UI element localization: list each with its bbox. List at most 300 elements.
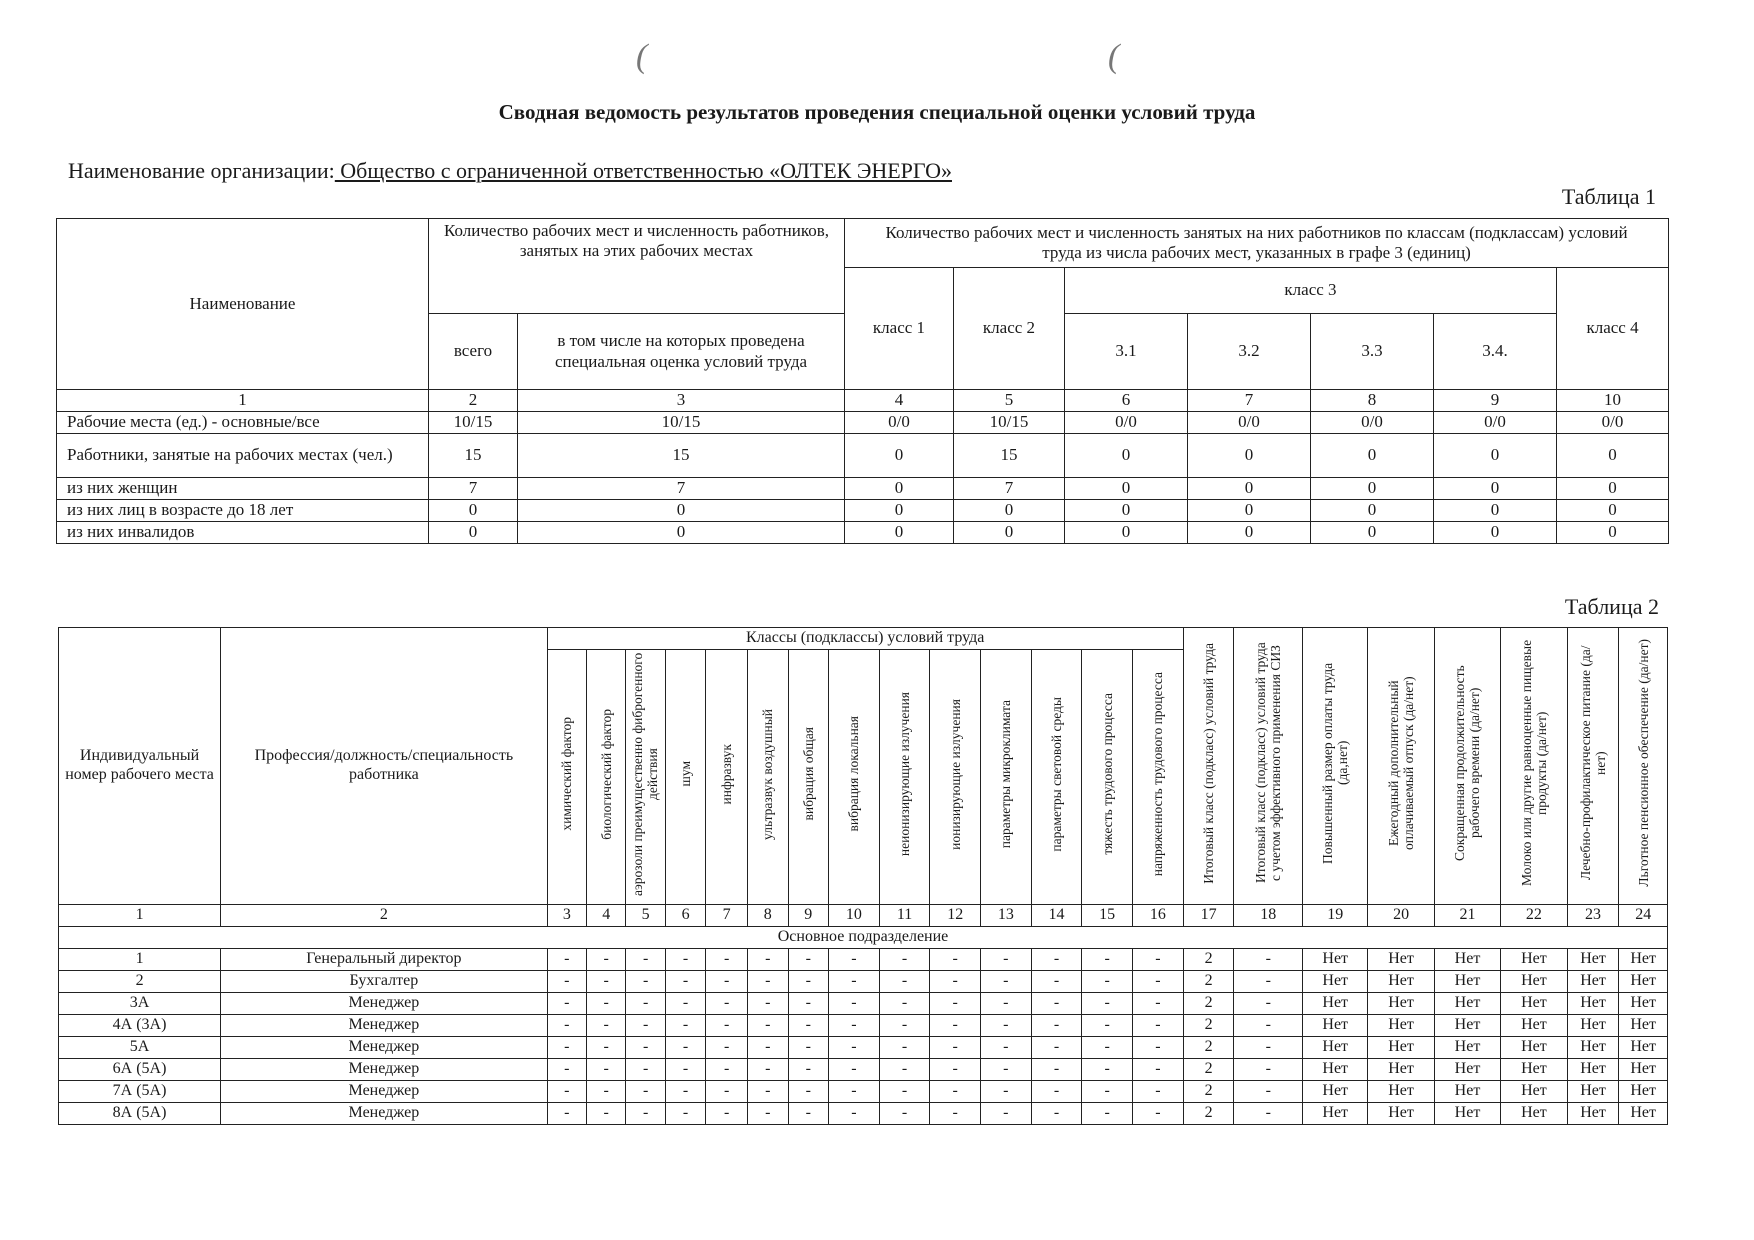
table2-caption: Таблица 2 <box>1564 594 1659 619</box>
t2-cell: 2 <box>1183 948 1234 970</box>
t2-cell: Нет <box>1567 1080 1619 1102</box>
t2-header-factor <box>587 650 626 905</box>
t2-cell: - <box>626 1058 665 1080</box>
t2-column-number: 14 <box>1031 904 1082 926</box>
t2-cell: - <box>1234 970 1303 992</box>
table-row <box>57 412 1669 434</box>
t1-cell: 0 <box>1557 478 1669 500</box>
t2-cell: - <box>1234 992 1303 1014</box>
t2-cell: - <box>747 1102 788 1124</box>
table-row <box>59 948 1668 970</box>
t2-column-number: 23 <box>1567 904 1619 926</box>
t2-cell: - <box>788 970 829 992</box>
t2-header-classes: Классы (подклассы) условий труда <box>547 628 1183 650</box>
t2-header-extra-label: Итоговый класс (подкласс) условий труда с учетом эффективного применения СИЗ <box>1253 642 1284 884</box>
table-row <box>57 434 1669 478</box>
t2-cell: - <box>626 1080 665 1102</box>
t2-cell: - <box>547 1036 586 1058</box>
t2-cell: - <box>981 1014 1032 1036</box>
t2-cell: Нет <box>1619 1036 1668 1058</box>
t2-workplace-id: 3А <box>59 992 221 1014</box>
t1-header-classes: Количество рабочих мест и численность занятых на них работников по классам (подклассам) условий труда из числа рабочих мест, указанных в графе 3 (единиц) <box>845 219 1669 268</box>
t2-header-factor <box>879 650 930 905</box>
t1-cell: 0 <box>845 478 954 500</box>
t2-cell: - <box>788 1080 829 1102</box>
t2-cell: - <box>1132 1080 1183 1102</box>
t1-cell: 0 <box>1557 434 1669 478</box>
t1-cell: 0 <box>1434 478 1557 500</box>
t2-cell: - <box>788 1058 829 1080</box>
t1-column-number: 9 <box>1434 390 1557 412</box>
t2-header-factor-label: инфразвук <box>719 743 735 805</box>
t2-cell: Нет <box>1501 948 1567 970</box>
t2-header-extra <box>1303 628 1368 905</box>
table-row <box>59 1036 1668 1058</box>
t1-row-label: из них инвалидов <box>57 522 429 544</box>
t1-cell: 0 <box>1065 434 1188 478</box>
t1-cell: 0 <box>518 522 845 544</box>
t2-cell: Нет <box>1434 970 1500 992</box>
t1-column-number: 3 <box>518 390 845 412</box>
t1-cell: 0 <box>1434 522 1557 544</box>
t2-cell: Нет <box>1567 992 1619 1014</box>
t2-column-number: 21 <box>1434 904 1500 926</box>
t1-cell: 0/0 <box>1434 412 1557 434</box>
t2-cell: Нет <box>1501 1058 1567 1080</box>
t1-cell: 0 <box>1557 522 1669 544</box>
t2-cell: - <box>747 948 788 970</box>
t2-cell: Нет <box>1368 992 1434 1014</box>
t2-cell: Нет <box>1368 1036 1434 1058</box>
table-row <box>59 970 1668 992</box>
t1-cell: 10/15 <box>429 412 518 434</box>
t1-header-class3: класс 3 <box>1065 268 1557 314</box>
t2-cell: Нет <box>1501 1014 1567 1036</box>
t2-cell: Нет <box>1619 1102 1668 1124</box>
t2-cell: Нет <box>1434 1014 1500 1036</box>
t2-cell: - <box>829 1102 880 1124</box>
t1-cell: 15 <box>429 434 518 478</box>
t2-cell: - <box>879 1080 930 1102</box>
t2-column-number: 18 <box>1234 904 1303 926</box>
t1-cell: 10/15 <box>518 412 845 434</box>
t2-cell: Нет <box>1303 992 1368 1014</box>
t1-cell: 0/0 <box>1188 412 1311 434</box>
t1-cell: 0 <box>1311 500 1434 522</box>
t2-header-extra-label: Итоговый класс (подкласс) условий труда <box>1201 642 1217 884</box>
table-row <box>57 522 1669 544</box>
t2-profession: Менеджер <box>221 1080 548 1102</box>
t1-cell: 0 <box>429 500 518 522</box>
t1-header-name: Наименование <box>57 219 429 390</box>
t1-column-number: 6 <box>1065 390 1188 412</box>
t1-header-assessed: в том числе на которых проведена специальная оценка условий труда <box>518 314 845 390</box>
t2-header-factor-label: неионизирующие излучения <box>896 691 912 857</box>
t2-cell: - <box>665 1036 706 1058</box>
t2-header-factor <box>981 650 1032 905</box>
t2-column-number: 6 <box>665 904 706 926</box>
t2-cell: - <box>829 992 880 1014</box>
t2-cell: - <box>587 1058 626 1080</box>
t2-cell: - <box>1234 1058 1303 1080</box>
t2-column-number: 13 <box>981 904 1032 926</box>
t2-cell: Нет <box>1567 1058 1619 1080</box>
t2-cell: Нет <box>1501 992 1567 1014</box>
t2-cell: Нет <box>1619 1058 1668 1080</box>
t2-cell: Нет <box>1303 970 1368 992</box>
t2-cell: Нет <box>1368 1058 1434 1080</box>
t2-cell: - <box>788 948 829 970</box>
t2-cell: - <box>1132 970 1183 992</box>
t2-header-factor-label: аэрозоли преимущественно фиброгенного действия <box>630 652 661 896</box>
t2-profession: Менеджер <box>221 1058 548 1080</box>
t2-column-number: 11 <box>879 904 930 926</box>
t2-cell: - <box>930 970 981 992</box>
t1-cell: 0 <box>954 522 1065 544</box>
t1-cell: 0 <box>1188 478 1311 500</box>
t2-header-factor-label: шум <box>678 761 693 787</box>
t1-cell: 10/15 <box>954 412 1065 434</box>
t2-cell: - <box>829 948 880 970</box>
t2-cell: - <box>930 1080 981 1102</box>
table-row <box>59 1014 1668 1036</box>
t2-cell: - <box>665 948 706 970</box>
t2-header-id: Индивидуальный номер рабочего места <box>59 628 221 905</box>
t1-header-class1: класс 1 <box>845 268 954 390</box>
t2-header-factor-label: вибрация локальная <box>846 716 862 832</box>
t2-cell: - <box>747 970 788 992</box>
t2-cell: - <box>706 1080 748 1102</box>
t1-row-label: Рабочие места (ед.) - основные/все <box>57 412 429 434</box>
t2-cell: Нет <box>1619 992 1668 1014</box>
t2-profession: Бухгалтер <box>221 970 548 992</box>
organization-line <box>68 158 952 184</box>
t2-header-extra <box>1501 628 1567 905</box>
t2-cell: Нет <box>1368 1080 1434 1102</box>
t2-cell: - <box>626 1014 665 1036</box>
t1-cell: 0 <box>845 522 954 544</box>
t2-cell: - <box>1234 948 1303 970</box>
t1-cell: 0/0 <box>1065 412 1188 434</box>
t2-cell: Нет <box>1434 1058 1500 1080</box>
table-row <box>59 992 1668 1014</box>
t2-cell: Нет <box>1619 1080 1668 1102</box>
t2-column-number: 15 <box>1082 904 1133 926</box>
t1-row-label: из них женщин <box>57 478 429 500</box>
t2-header-factor <box>1132 650 1183 905</box>
t2-header-extra <box>1619 628 1668 905</box>
t2-cell: - <box>1031 992 1082 1014</box>
t2-cell: - <box>879 1058 930 1080</box>
t1-cell: 0 <box>1557 500 1669 522</box>
t2-header-extra-label: Сокращенная продолжительность рабочего времени (да/нет) <box>1452 665 1483 861</box>
t1-cell: 7 <box>954 478 1065 500</box>
t2-cell: - <box>788 992 829 1014</box>
t2-cell: - <box>1132 948 1183 970</box>
table1-caption: Таблица 1 <box>1561 184 1656 209</box>
t1-cell: 0 <box>1188 500 1311 522</box>
t2-cell: - <box>587 1102 626 1124</box>
t1-column-number: 10 <box>1557 390 1669 412</box>
t1-cell: 0 <box>1065 522 1188 544</box>
t2-cell: Нет <box>1434 1036 1500 1058</box>
t2-cell: - <box>665 992 706 1014</box>
t2-cell: Нет <box>1303 1036 1368 1058</box>
t2-cell: - <box>829 1058 880 1080</box>
t2-cell: - <box>1132 1058 1183 1080</box>
t2-cell: Нет <box>1368 1102 1434 1124</box>
t2-header-factor-label: тяжесть трудового процесса <box>1099 693 1115 855</box>
t2-cell: - <box>1031 948 1082 970</box>
t2-cell: Нет <box>1434 1080 1500 1102</box>
t2-cell: - <box>1031 970 1082 992</box>
t2-cell: Нет <box>1303 1058 1368 1080</box>
t1-cell: 0 <box>1188 522 1311 544</box>
t2-cell: - <box>587 948 626 970</box>
t2-header-profession: Профессия/должность/специальность работника <box>221 628 548 905</box>
t2-header-factor <box>626 650 665 905</box>
t2-cell: Нет <box>1619 1014 1668 1036</box>
t2-header-factor-label: химический фактор <box>559 717 575 831</box>
t2-header-factor <box>547 650 586 905</box>
t2-cell: - <box>547 1058 586 1080</box>
t2-profession: Менеджер <box>221 1014 548 1036</box>
t2-cell: - <box>1082 1058 1133 1080</box>
t2-cell: - <box>665 1102 706 1124</box>
t2-header-factor <box>747 650 788 905</box>
t2-cell: - <box>829 970 880 992</box>
t2-cell: - <box>981 948 1032 970</box>
t2-cell: - <box>981 992 1032 1014</box>
t2-cell: Нет <box>1303 1080 1368 1102</box>
t2-header-extra-label: Ежегодный дополнительный оплачиваемый отпуск (да/нет) <box>1385 676 1417 850</box>
t2-cell: - <box>547 970 586 992</box>
t2-cell: - <box>1082 1036 1133 1058</box>
t1-cell: 0 <box>1311 522 1434 544</box>
t1-cell: 0 <box>1311 478 1434 500</box>
t2-cell: - <box>547 948 586 970</box>
t2-column-number: 2 <box>221 904 548 926</box>
t1-cell: 0 <box>1065 500 1188 522</box>
table1 <box>56 218 1669 544</box>
t2-column-number: 8 <box>747 904 788 926</box>
t1-cell: 0/0 <box>1557 412 1669 434</box>
t2-cell: - <box>1234 1080 1303 1102</box>
t2-header-factor <box>930 650 981 905</box>
t2-cell: - <box>665 1080 706 1102</box>
t2-cell: - <box>930 1058 981 1080</box>
t2-cell: - <box>1082 1014 1133 1036</box>
t2-header-factor-label: напряженность трудового процесса <box>1150 671 1166 877</box>
t2-cell: 2 <box>1183 1036 1234 1058</box>
t2-cell: - <box>1082 1102 1133 1124</box>
t2-workplace-id: 1 <box>59 948 221 970</box>
t2-cell: - <box>587 1080 626 1102</box>
t1-cell: 0 <box>954 500 1065 522</box>
t1-cell: 0/0 <box>1311 412 1434 434</box>
t2-cell: - <box>1082 992 1133 1014</box>
t1-header-sub: 3.4. <box>1434 314 1557 390</box>
t2-cell: - <box>747 1014 788 1036</box>
t2-header-factor-label: параметры микроклимата <box>998 699 1014 849</box>
t1-cell: 15 <box>518 434 845 478</box>
t2-column-number: 10 <box>829 904 880 926</box>
table2 <box>58 627 1668 1125</box>
t2-cell: Нет <box>1303 1102 1368 1124</box>
t2-cell: 2 <box>1183 1080 1234 1102</box>
t2-cell: - <box>1132 1036 1183 1058</box>
t2-cell: - <box>587 1036 626 1058</box>
t1-cell: 0 <box>845 434 954 478</box>
t2-cell: Нет <box>1567 948 1619 970</box>
t2-cell: Нет <box>1567 1014 1619 1036</box>
t2-column-number: 7 <box>706 904 748 926</box>
t2-cell: - <box>829 1036 880 1058</box>
t1-cell: 0 <box>1188 434 1311 478</box>
t2-cell: Нет <box>1567 970 1619 992</box>
t2-cell: Нет <box>1619 970 1668 992</box>
t2-cell: Нет <box>1303 1014 1368 1036</box>
t1-cell: 0/0 <box>845 412 954 434</box>
t2-column-number: 9 <box>788 904 829 926</box>
t2-cell: - <box>879 1102 930 1124</box>
table-row <box>59 1080 1668 1102</box>
t2-cell: Нет <box>1501 1080 1567 1102</box>
t1-header-sub: 3.2 <box>1188 314 1311 390</box>
t2-cell: - <box>1031 1058 1082 1080</box>
t2-cell: - <box>547 1080 586 1102</box>
t1-column-number: 2 <box>429 390 518 412</box>
table-row <box>57 500 1669 522</box>
t2-header-factor <box>788 650 829 905</box>
t2-cell: - <box>981 1036 1032 1058</box>
t2-cell: - <box>665 970 706 992</box>
t2-header-extra-label: Льготное пенсионное обеспечение (да/нет) <box>1635 639 1651 887</box>
t1-column-number: 5 <box>954 390 1065 412</box>
t2-column-number: 20 <box>1368 904 1434 926</box>
t2-cell: - <box>981 970 1032 992</box>
t2-workplace-id: 5А <box>59 1036 221 1058</box>
t2-column-number: 3 <box>547 904 586 926</box>
t2-cell: - <box>665 1014 706 1036</box>
t2-cell: - <box>1234 1102 1303 1124</box>
t2-cell: - <box>1132 992 1183 1014</box>
t2-column-number: 19 <box>1303 904 1368 926</box>
t2-cell: Нет <box>1434 948 1500 970</box>
t2-column-number: 5 <box>626 904 665 926</box>
t2-cell: - <box>587 970 626 992</box>
t1-header-class4: класс 4 <box>1557 268 1669 390</box>
t2-cell: 2 <box>1183 970 1234 992</box>
t2-column-number: 4 <box>587 904 626 926</box>
t2-header-extra <box>1567 628 1619 905</box>
t2-cell: 2 <box>1183 992 1234 1014</box>
t2-cell: - <box>879 1014 930 1036</box>
t1-column-number: 1 <box>57 390 429 412</box>
document-title: Сводная ведомость результатов проведения специальной оценки условий труда <box>498 100 1256 124</box>
t1-column-number: 7 <box>1188 390 1311 412</box>
t2-cell: - <box>706 1058 748 1080</box>
scan-mark: ( <box>636 38 648 75</box>
t2-cell: - <box>706 1036 748 1058</box>
t2-header-extra <box>1183 628 1234 905</box>
t1-header-workplaces: Количество рабочих мест и численность работников, занятых на этих рабочих местах <box>429 219 845 314</box>
t2-header-extra-label: Молоко или другие равноценные пищевые продукты (да/нет) <box>1518 639 1549 887</box>
t2-column-number: 22 <box>1501 904 1567 926</box>
t2-cell: Нет <box>1501 970 1567 992</box>
t2-header-factor <box>1082 650 1133 905</box>
t2-workplace-id: 2 <box>59 970 221 992</box>
t2-cell: Нет <box>1567 1102 1619 1124</box>
t2-cell: 2 <box>1183 1014 1234 1036</box>
t2-cell: Нет <box>1501 1036 1567 1058</box>
t2-cell: Нет <box>1501 1102 1567 1124</box>
t1-header-sub: 3.1 <box>1065 314 1188 390</box>
t2-cell: - <box>788 1014 829 1036</box>
t2-cell: - <box>788 1102 829 1124</box>
t1-row-label: из них лиц в возрасте до 18 лет <box>57 500 429 522</box>
t2-cell: - <box>930 992 981 1014</box>
t2-cell: Нет <box>1434 992 1500 1014</box>
t2-cell: - <box>547 992 586 1014</box>
t2-header-extra <box>1434 628 1500 905</box>
t2-header-factor-label: вибрация общая <box>800 727 816 821</box>
t2-header-extra <box>1234 628 1303 905</box>
t2-workplace-id: 6А (5А) <box>59 1058 221 1080</box>
t2-cell: - <box>706 992 748 1014</box>
t2-cell: 2 <box>1183 1102 1234 1124</box>
t2-cell: - <box>706 948 748 970</box>
t2-cell: - <box>788 1036 829 1058</box>
organization-label: Наименование организации: <box>68 158 335 183</box>
t2-column-number: 1 <box>59 904 221 926</box>
t2-workplace-id: 8А (5А) <box>59 1102 221 1124</box>
t2-cell: - <box>587 1014 626 1036</box>
t2-section-row: Основное подразделение <box>59 926 1668 948</box>
t2-cell: - <box>747 1080 788 1102</box>
t2-header-factor <box>1031 650 1082 905</box>
t1-cell: 0 <box>1434 434 1557 478</box>
t2-workplace-id: 4А (3А) <box>59 1014 221 1036</box>
t2-header-factor <box>665 650 706 905</box>
t2-cell: - <box>981 1058 1032 1080</box>
t2-cell: - <box>747 992 788 1014</box>
t2-cell: - <box>665 1058 706 1080</box>
t2-cell: - <box>981 1080 1032 1102</box>
t2-cell: - <box>587 992 626 1014</box>
t1-cell: 7 <box>429 478 518 500</box>
t2-cell: - <box>626 992 665 1014</box>
t2-cell: - <box>626 948 665 970</box>
table-row <box>59 1058 1668 1080</box>
t2-header-factor <box>829 650 880 905</box>
t2-cell: - <box>626 1036 665 1058</box>
t1-cell: 0 <box>1311 434 1434 478</box>
t2-cell: - <box>1082 948 1133 970</box>
t2-profession: Менеджер <box>221 1036 548 1058</box>
t1-header-total: всего <box>429 314 518 390</box>
t2-header-factor-label: параметры световой среды <box>1048 696 1064 852</box>
t2-column-number: 17 <box>1183 904 1234 926</box>
t2-cell: - <box>1132 1102 1183 1124</box>
t2-header-factor-label: биологический фактор <box>598 708 614 840</box>
t2-cell: Нет <box>1434 1102 1500 1124</box>
table-row <box>59 1102 1668 1124</box>
t2-cell: - <box>930 948 981 970</box>
t2-cell: - <box>1031 1080 1082 1102</box>
t1-header-class2: класс 2 <box>954 268 1065 390</box>
t2-cell: - <box>930 1014 981 1036</box>
